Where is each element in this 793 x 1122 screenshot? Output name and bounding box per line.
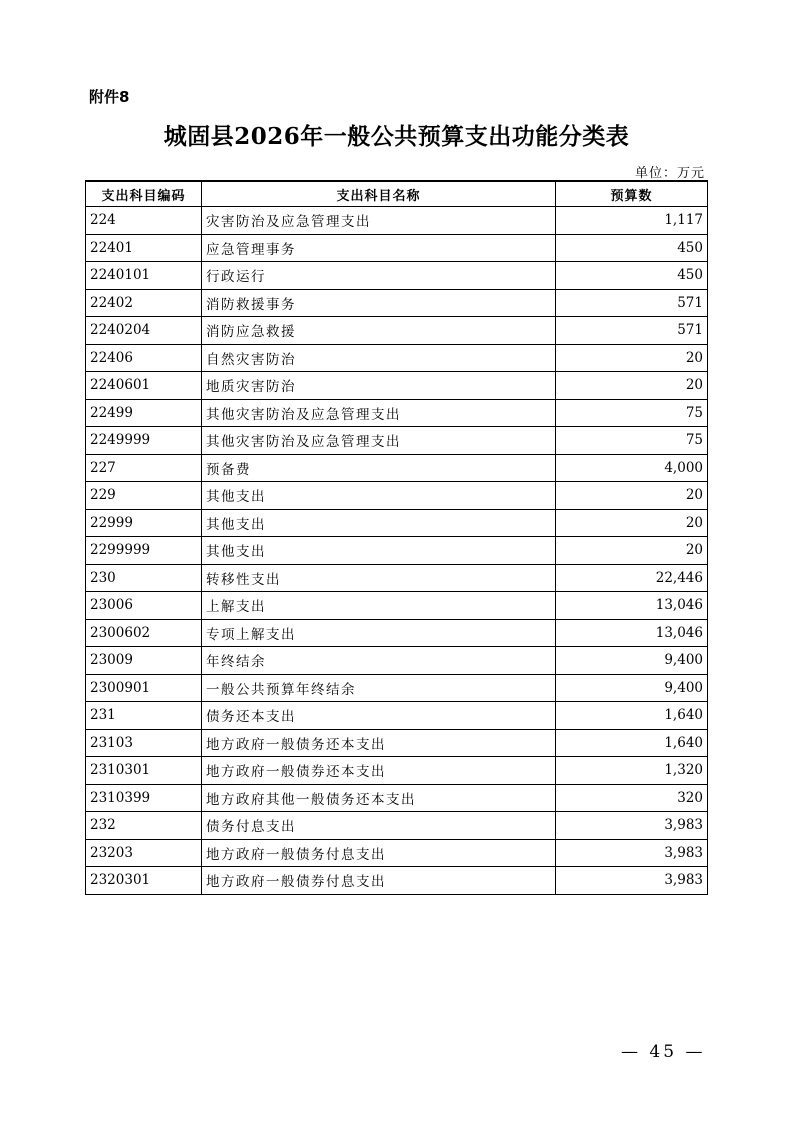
row-name: 转移性支出 [202, 564, 556, 592]
table-row [86, 207, 708, 235]
row-amount: 20 [556, 482, 708, 510]
row-amount: 4,000 [556, 454, 708, 482]
row-amount: 571 [556, 289, 708, 317]
table-row [86, 344, 708, 372]
row-name: 行政运行 [202, 262, 556, 290]
column-header-code: 支出科目编码 [86, 181, 202, 207]
row-amount: 1,320 [556, 757, 708, 785]
row-code: 2240601 [86, 372, 202, 400]
table-row [86, 784, 708, 812]
row-amount: 3,983 [556, 867, 708, 895]
row-amount: 450 [556, 234, 708, 262]
column-header-name: 支出科目名称 [202, 181, 556, 207]
row-name: 灾害防治及应急管理支出 [202, 207, 556, 235]
row-name: 地方政府一般债券付息支出 [202, 867, 556, 895]
table-row [86, 399, 708, 427]
unit-label: 单位：万元 [634, 166, 705, 181]
row-amount: 20 [556, 372, 708, 400]
row-name: 地方政府一般债务付息支出 [202, 839, 556, 867]
row-code: 227 [86, 454, 202, 482]
row-amount: 3,983 [556, 839, 708, 867]
row-amount: 1,640 [556, 702, 708, 730]
row-name: 一般公共预算年终结余 [202, 674, 556, 702]
row-amount: 9,400 [556, 647, 708, 675]
row-code: 224 [86, 207, 202, 235]
table-row [86, 592, 708, 620]
table-row [86, 482, 708, 510]
row-code: 22499 [86, 399, 202, 427]
table-row [86, 812, 708, 840]
row-name: 专项上解支出 [202, 619, 556, 647]
row-code: 2299999 [86, 537, 202, 565]
table-row [86, 289, 708, 317]
row-code: 22999 [86, 509, 202, 537]
row-name: 其他支出 [202, 537, 556, 565]
row-amount: 20 [556, 537, 708, 565]
row-code: 22406 [86, 344, 202, 372]
row-amount: 20 [556, 344, 708, 372]
table-row [86, 454, 708, 482]
table-row [86, 262, 708, 290]
table-row [86, 867, 708, 895]
budget-table [85, 180, 708, 895]
row-code: 23103 [86, 729, 202, 757]
row-name: 其他支出 [202, 509, 556, 537]
table-header-row [86, 181, 708, 207]
row-code: 232 [86, 812, 202, 840]
row-name: 其他灾害防治及应急管理支出 [202, 427, 556, 455]
row-name: 地方政府其他一般债务还本支出 [202, 784, 556, 812]
row-name: 消防应急救援 [202, 317, 556, 345]
row-code: 2310399 [86, 784, 202, 812]
page-number: — 45 — [621, 1042, 706, 1062]
row-code: 22401 [86, 234, 202, 262]
row-name: 其他支出 [202, 482, 556, 510]
row-amount: 75 [556, 399, 708, 427]
row-name: 地方政府一般债券还本支出 [202, 757, 556, 785]
row-name: 地方政府一般债务还本支出 [202, 729, 556, 757]
row-code: 2240101 [86, 262, 202, 290]
table-row [86, 839, 708, 867]
table-body [86, 207, 708, 895]
row-name: 其他灾害防治及应急管理支出 [202, 399, 556, 427]
row-code: 230 [86, 564, 202, 592]
row-name: 预备费 [202, 454, 556, 482]
row-code: 2300901 [86, 674, 202, 702]
row-amount: 9,400 [556, 674, 708, 702]
table-row [86, 729, 708, 757]
row-code: 2310301 [86, 757, 202, 785]
row-name: 年终结余 [202, 647, 556, 675]
row-name: 上解支出 [202, 592, 556, 620]
table-row [86, 702, 708, 730]
row-amount: 450 [556, 262, 708, 290]
table-row [86, 317, 708, 345]
row-amount: 3,983 [556, 812, 708, 840]
row-name: 自然灾害防治 [202, 344, 556, 372]
row-amount: 571 [556, 317, 708, 345]
table-row [86, 509, 708, 537]
row-code: 22402 [86, 289, 202, 317]
row-name: 应急管理事务 [202, 234, 556, 262]
row-code: 2240204 [86, 317, 202, 345]
row-amount: 75 [556, 427, 708, 455]
table-row [86, 372, 708, 400]
row-name: 消防救援事务 [202, 289, 556, 317]
row-code: 2249999 [86, 427, 202, 455]
row-code: 2320301 [86, 867, 202, 895]
row-amount: 22,446 [556, 564, 708, 592]
table-row [86, 674, 708, 702]
row-amount: 320 [556, 784, 708, 812]
row-name: 债务还本支出 [202, 702, 556, 730]
table-row [86, 564, 708, 592]
table-row [86, 537, 708, 565]
row-amount: 13,046 [556, 619, 708, 647]
row-amount: 1,117 [556, 207, 708, 235]
row-code: 23006 [86, 592, 202, 620]
column-header-amount: 预算数 [556, 181, 708, 207]
table-row [86, 234, 708, 262]
row-name: 债务付息支出 [202, 812, 556, 840]
row-code: 2300602 [86, 619, 202, 647]
row-code: 229 [86, 482, 202, 510]
row-code: 23203 [86, 839, 202, 867]
row-code: 23009 [86, 647, 202, 675]
page-title: 城固县2026年一般公共预算支出功能分类表 [163, 123, 630, 150]
row-name: 地质灾害防治 [202, 372, 556, 400]
row-amount: 1,640 [556, 729, 708, 757]
row-amount: 13,046 [556, 592, 708, 620]
table-row [86, 647, 708, 675]
row-code: 231 [86, 702, 202, 730]
row-amount: 20 [556, 509, 708, 537]
table-row [86, 619, 708, 647]
attachment-label: 附件8 [89, 88, 130, 106]
table-row [86, 757, 708, 785]
table-row [86, 427, 708, 455]
